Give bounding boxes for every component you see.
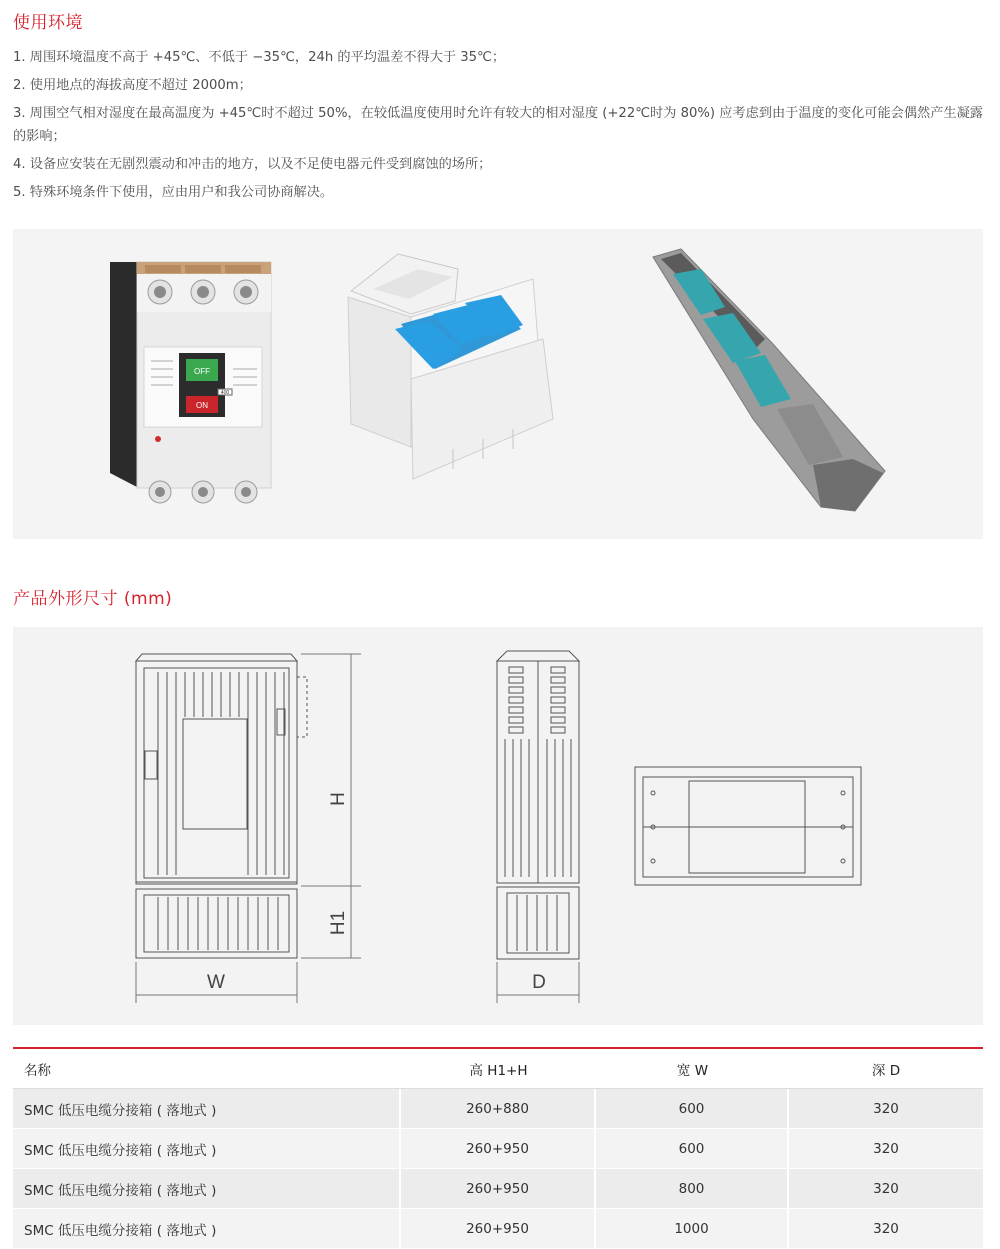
cell-height: 260+950 [401, 1129, 596, 1169]
dimension-drawing-panel [13, 627, 983, 1025]
height-h1-label: H1 [328, 910, 349, 936]
spec-table [13, 1047, 983, 1249]
breaker-off-label: OFF [194, 367, 210, 376]
cell-depth: 320 [789, 1209, 983, 1249]
circuit-breaker-image [110, 262, 271, 503]
cell-width: 1000 [596, 1209, 789, 1249]
cell-name: SMC 低压电缆分接箱 ( 落地式 ) [13, 1089, 401, 1129]
cell-height: 260+950 [401, 1209, 596, 1249]
environment-item: 4. 设备应安装在无剧烈震动和冲击的地方，以及不足使电器元件受到腐蚀的场所； [13, 157, 492, 172]
table-row [13, 1169, 983, 1209]
cell-name: SMC 低压电缆分接箱 ( 落地式 ) [13, 1169, 401, 1209]
depth-label: D [532, 972, 546, 993]
cell-depth: 320 [789, 1129, 983, 1169]
table-row [13, 1129, 983, 1169]
cell-name: SMC 低压电缆分接箱 ( 落地式 ) [13, 1209, 401, 1249]
top-view-drawing [635, 767, 861, 885]
environment-item: 2. 使用地点的海拔高度不超过 2000m； [13, 78, 252, 93]
fuse-switch-image [348, 254, 553, 479]
environment-section-title: 使用环境 [13, 13, 83, 33]
dimension-drawings [13, 627, 983, 1025]
header-height: 高 H1+H [401, 1049, 596, 1089]
cell-height: 260+880 [401, 1089, 596, 1129]
breaker-rating-label: 400 [220, 390, 230, 396]
cell-height: 260+950 [401, 1169, 596, 1209]
front-view-drawing [136, 654, 361, 1003]
table-row [13, 1089, 983, 1129]
cell-name: SMC 低压电缆分接箱 ( 落地式 ) [13, 1129, 401, 1169]
environment-list [13, 46, 988, 209]
strip-fuse-switch-image [653, 249, 885, 511]
product-illustrations [13, 229, 983, 539]
width-label: W [207, 972, 225, 993]
side-view-drawing [497, 651, 579, 1003]
environment-item: 5. 特殊环境条件下使用，应由用户和我公司协商解决。 [13, 185, 334, 200]
environment-item: 1. 周围环境温度不高于 +45℃、不低于 −35℃，24h 的平均温差不得大于 35℃； [13, 50, 506, 65]
header-depth: 深 D [789, 1049, 983, 1089]
cell-width: 600 [596, 1129, 789, 1169]
header-width: 宽 W [596, 1049, 789, 1089]
cell-depth: 320 [789, 1089, 983, 1129]
height-label: H [328, 792, 349, 806]
spec-table-header [13, 1049, 983, 1089]
dimensions-section-title: 产品外形尺寸 (mm) [13, 589, 173, 609]
cell-width: 600 [596, 1089, 789, 1129]
product-photo-panel [13, 229, 983, 539]
breaker-on-label: ON [196, 401, 208, 410]
cell-depth: 320 [789, 1169, 983, 1209]
header-name: 名称 [13, 1049, 401, 1089]
table-row [13, 1209, 983, 1249]
environment-item: 3. 周围空气相对湿度在最高温度为 +45℃时不超过 50%，在较低温度使用时允许有较大的相对湿度 (+22℃时为 80%) 应考虑到由于温度的变化可能会偶然产生凝露的影响； [13, 106, 983, 144]
cell-width: 800 [596, 1169, 789, 1209]
